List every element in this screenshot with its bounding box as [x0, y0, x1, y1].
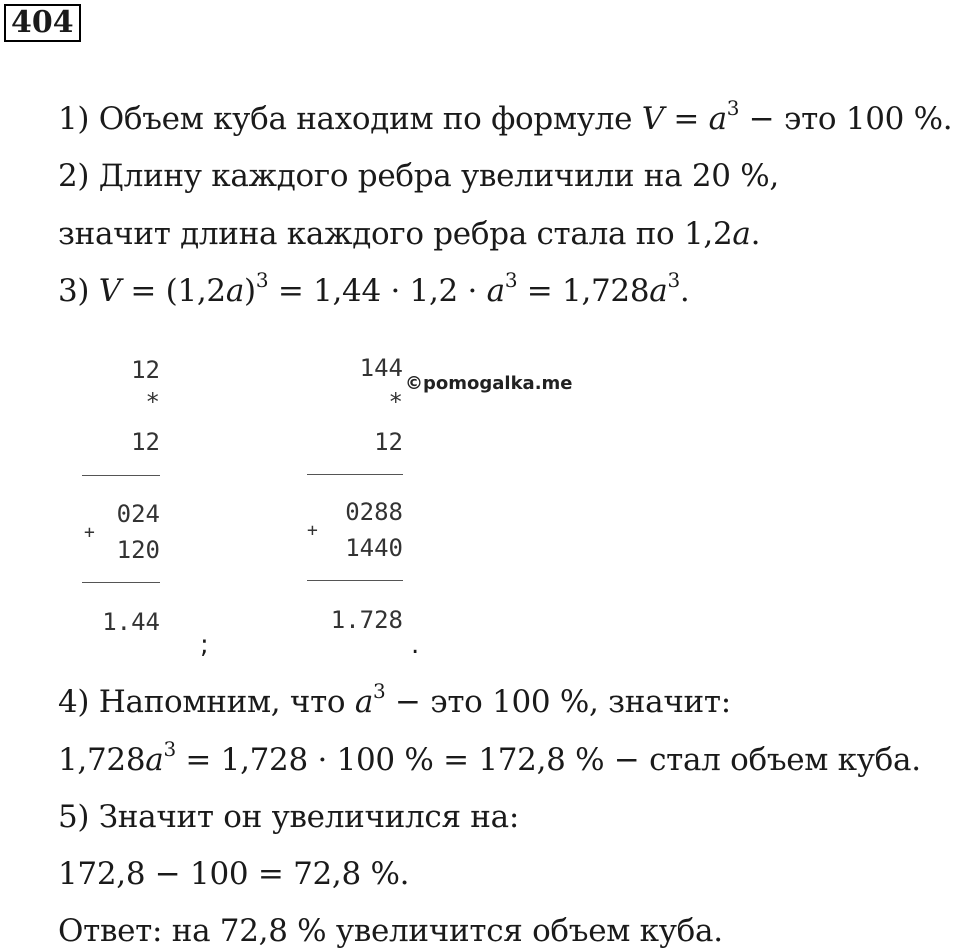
- multiplicand: 12: [131, 356, 160, 384]
- step-4b-tail: = 1,728 · 100 % = 172,8 % − стал объем куба.: [175, 742, 921, 778]
- partial-product-2: 120: [116, 536, 160, 564]
- rule-line: [82, 475, 160, 476]
- period: .: [679, 273, 690, 309]
- step-2-continued: [58, 214, 760, 254]
- period: .: [411, 630, 420, 660]
- var-a: a: [145, 742, 164, 778]
- expr-part: ): [244, 273, 256, 309]
- var-a: a: [225, 273, 245, 309]
- answer: Ответ: на 72,8 % увеличится объем куба.: [58, 913, 723, 949]
- step-1-tail: − это 100 %.: [739, 101, 953, 137]
- step-2b-text: значит длина каждого ребра стала по 1,2: [58, 216, 733, 252]
- step-2: 2) Длину каждого ребра увеличили на 20 %,: [58, 158, 779, 194]
- column-multiplication-1: [80, 350, 160, 640]
- multiply-sign: *: [145, 388, 160, 416]
- exponent: 3: [373, 679, 386, 703]
- partial-product-1: 0288: [345, 498, 403, 526]
- exponent: 3: [163, 737, 176, 761]
- plus-sign: +: [84, 522, 95, 543]
- var-a: a: [354, 684, 374, 720]
- expr-part: = (1,2: [120, 273, 226, 309]
- plus-sign: +: [307, 520, 318, 541]
- step-3-label: 3): [58, 273, 99, 309]
- multiply-sign: *: [388, 388, 403, 416]
- exponent: 3: [255, 268, 269, 292]
- exponent: 3: [726, 96, 740, 120]
- step-1-text: 1) Объем куба находим по формуле: [58, 101, 642, 137]
- rule-line: [307, 474, 403, 475]
- var-a: a: [708, 101, 727, 137]
- coefficient: 1,728: [58, 742, 146, 778]
- equals: =: [663, 101, 709, 137]
- expr-part: = 1,44 · 1,2 ·: [268, 273, 487, 309]
- exponent: 3: [504, 268, 518, 292]
- rule-line: [307, 580, 403, 581]
- var-a: a: [486, 273, 505, 309]
- expr-part: = 1,728: [517, 273, 650, 309]
- multiplier: 12: [131, 428, 160, 456]
- step-4-continued: [58, 737, 921, 780]
- rule-line: [82, 582, 160, 583]
- step-5-continued: 172,8 − 100 = 72,8 %.: [58, 856, 410, 892]
- product-result: 1.728: [330, 606, 403, 634]
- multiplier: 12: [374, 428, 403, 456]
- step-5: 5) Значит он увеличился на:: [58, 799, 519, 835]
- period: .: [750, 216, 761, 252]
- semicolon: ;: [200, 630, 209, 660]
- step-4-tail: − это 100 %, значит:: [385, 684, 731, 720]
- var-a: a: [649, 273, 668, 309]
- product-result: 1.44: [102, 608, 160, 636]
- step-4-text: 4) Напомним, что: [58, 684, 355, 720]
- watermark: ©pomogalka.me: [405, 373, 573, 394]
- partial-product-1: 024: [116, 500, 160, 528]
- partial-product-2: 1440: [345, 534, 403, 562]
- exponent: 3: [667, 268, 680, 292]
- var-v: V: [641, 101, 664, 137]
- var-a: a: [732, 216, 751, 252]
- step-3: [58, 268, 690, 311]
- multiplicand: 144: [359, 354, 403, 382]
- step-4: [58, 679, 731, 722]
- problem-number: 404: [4, 4, 81, 42]
- step-1: [58, 96, 953, 139]
- column-multiplication-2: [305, 348, 403, 640]
- var-v: V: [98, 273, 121, 309]
